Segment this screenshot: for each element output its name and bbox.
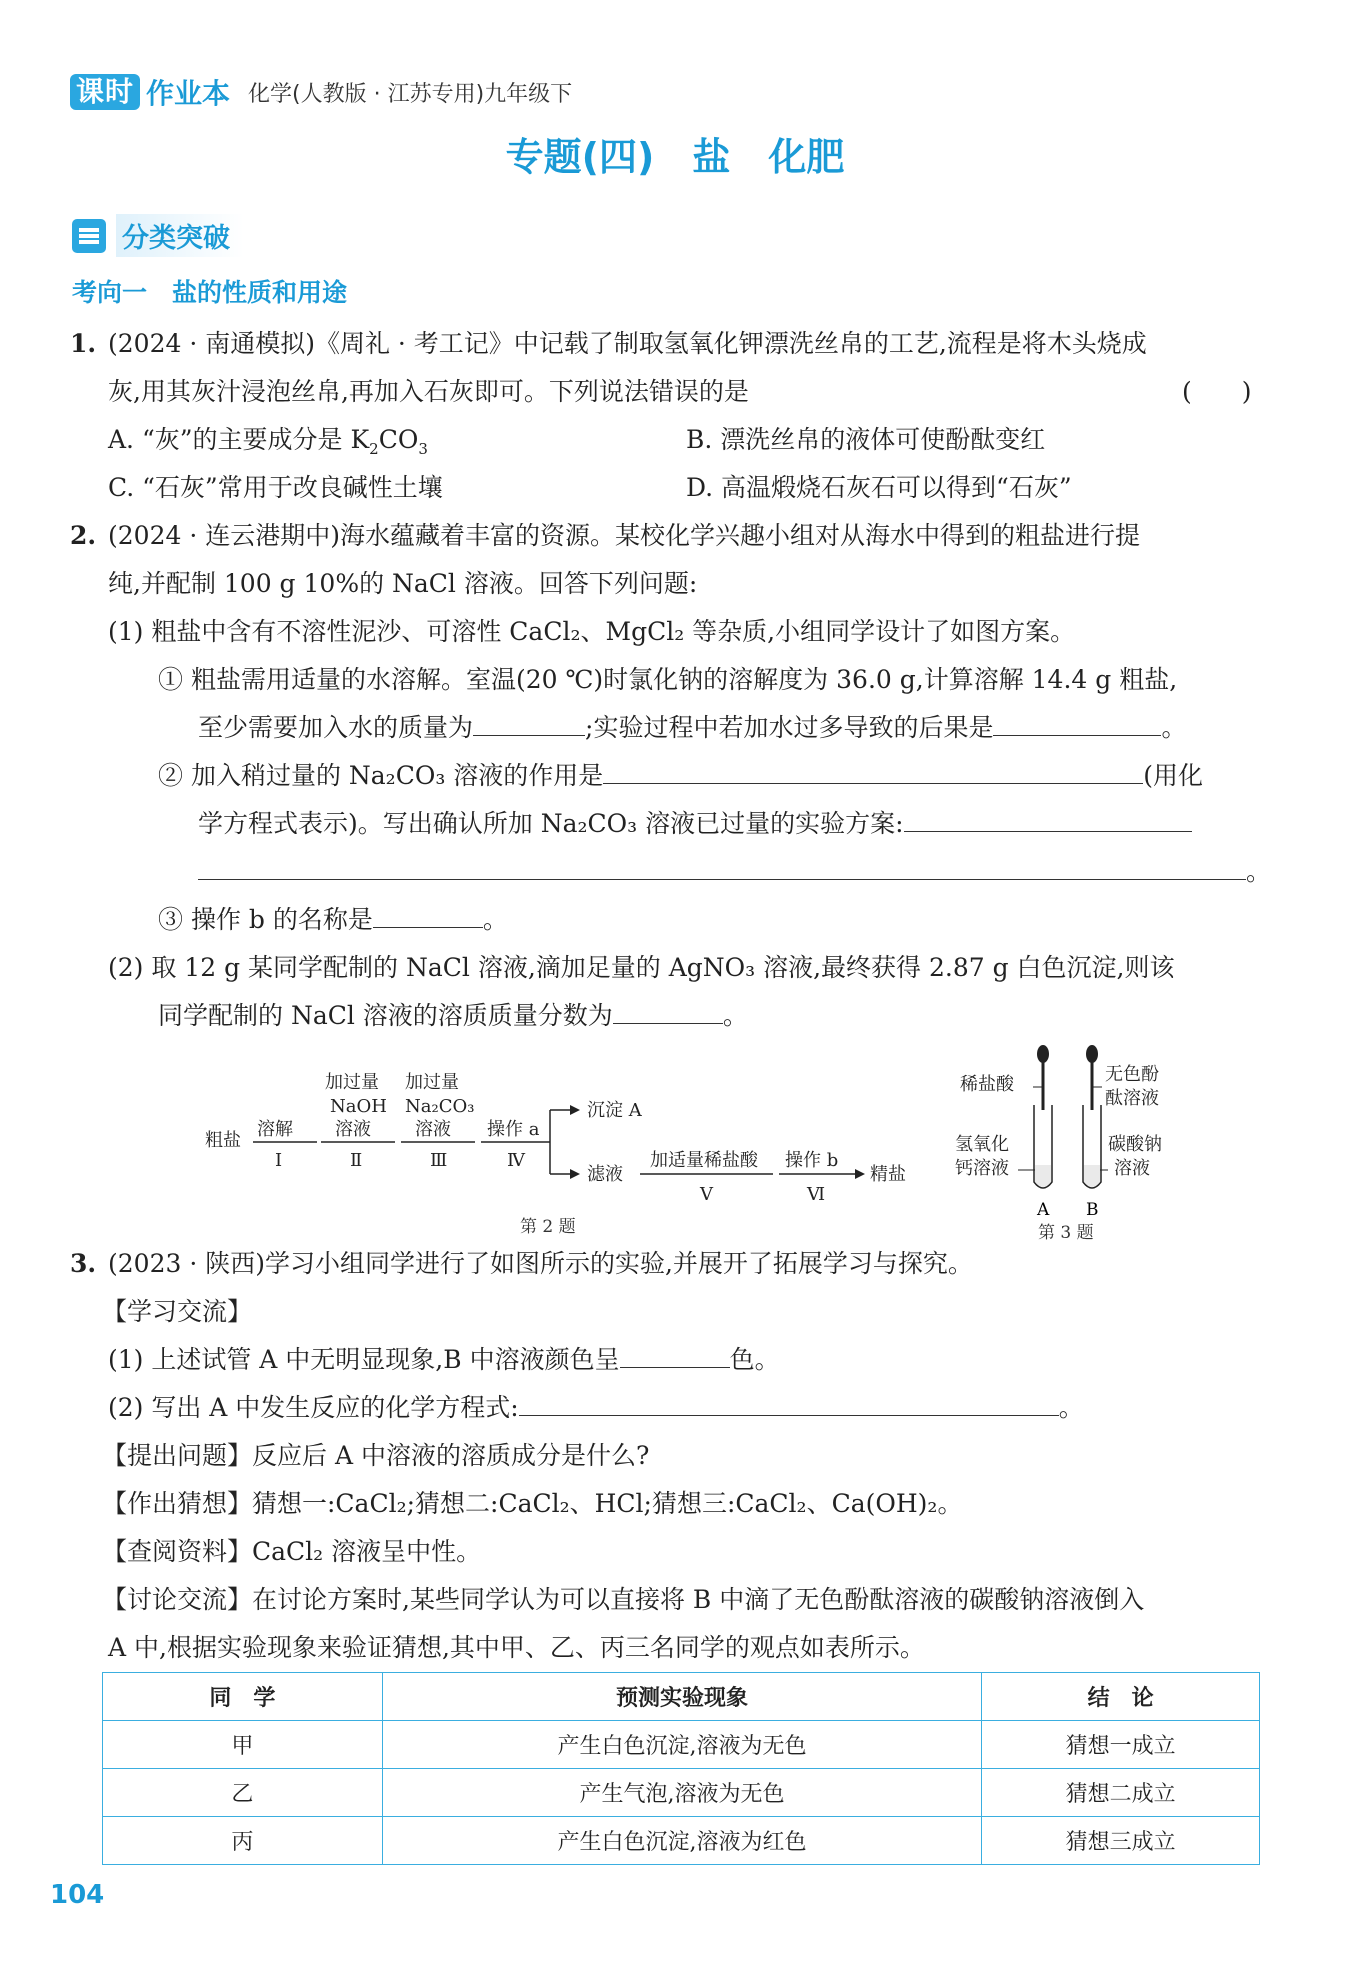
answer-blank[interactable] bbox=[993, 709, 1161, 736]
tube-a-label: A bbox=[1037, 1200, 1050, 1220]
q2-part2a: (2) 取 12 g 某同学配制的 NaCl 溶液,滴加足量的 AgNO₃ 溶液,最终获得 2.87 g 白色沉淀,则该 bbox=[108, 953, 1175, 982]
table-cell: 产生白色沉淀,溶液为无色 bbox=[382, 1721, 981, 1769]
flow-filtrate: 滤液 bbox=[587, 1164, 623, 1185]
q3-guess: 【作出猜想】猜想一:CaCl₂;猜想二:CaCl₂、HCl;猜想三:CaCl₂、Ca(OH)₂。 bbox=[102, 1489, 963, 1518]
q1-option-b: B. 漂洗丝帛的液体可使酚酞变红 bbox=[686, 425, 1046, 454]
fig2-caption: 第 2 题 bbox=[520, 1217, 576, 1237]
label-caoh-1: 氢氧化 bbox=[955, 1134, 1009, 1155]
q3-study-heading: 【学习交流】 bbox=[102, 1297, 253, 1326]
prediction-table bbox=[102, 1672, 1260, 1865]
q3-line1: (2023 · 陕西)学习小组同学进行了如图所示的实验,并展开了拓展学习与探究。 bbox=[108, 1249, 973, 1278]
direction-title: 考向一 盐的性质和用途 bbox=[72, 278, 348, 307]
q2-part1-2c: 学方程式表示)。写出确认所加 Na₂CO₃ 溶液已过量的实验方案: bbox=[198, 804, 1192, 844]
table-header-row bbox=[103, 1673, 1260, 1721]
flow-step2-top1: 加过量 bbox=[325, 1072, 379, 1093]
flow-step3-num: Ⅲ bbox=[430, 1150, 448, 1171]
table-header: 预测实验现象 bbox=[382, 1673, 981, 1721]
table-cell: 产生气泡,溶液为无色 bbox=[382, 1769, 981, 1817]
flow-step5-label: 加适量稀盐酸 bbox=[650, 1150, 758, 1171]
q2-part1-1a: ① 粗盐需用适量的水溶解。室温(20 ℃)时氯化钠的溶解度为 36.0 g,计算溶解 14.4 g 粗盐, bbox=[158, 665, 1178, 694]
flow-crude-salt: 粗盐 bbox=[205, 1130, 241, 1151]
q3-discuss-2: A 中,根据实验现象来验证猜想,其中甲、乙、丙三名同学的观点如表所示。 bbox=[108, 1633, 925, 1662]
q1-number: 1. bbox=[70, 329, 97, 358]
table-cell: 猜想一成立 bbox=[982, 1721, 1260, 1769]
dropper-bulb-b bbox=[1086, 1045, 1098, 1063]
table-cell: 甲 bbox=[103, 1721, 383, 1769]
flow-step3-label: 溶液 bbox=[415, 1119, 451, 1140]
q2-line2: 纯,并配制 100 g 10%的 NaCl 溶液。回答下列问题: bbox=[108, 569, 698, 598]
flow-step4-label: 操作 a bbox=[487, 1119, 540, 1140]
answer-blank[interactable] bbox=[519, 1389, 1059, 1416]
q3-part1: (1) 上述试管 A 中无明显现象,B 中溶液颜色呈 色。 bbox=[108, 1340, 780, 1380]
table-cell: 丙 bbox=[103, 1817, 383, 1865]
q2-number: 2. bbox=[70, 521, 97, 550]
q3-discuss-1: 【讨论交流】在讨论方案时,某些同学认为可以直接将 B 中滴了无色酚酞溶液的碳酸钠溶液倒入 bbox=[102, 1585, 1145, 1614]
table-header: 结 论 bbox=[982, 1673, 1260, 1721]
flow-step6-label: 操作 b bbox=[785, 1150, 839, 1171]
table-row bbox=[103, 1721, 1260, 1769]
label-caoh-2: 钙溶液 bbox=[955, 1158, 1009, 1179]
q2-part1-2d: 。 bbox=[198, 852, 1271, 892]
label-na2co3-1: 碳酸钠 bbox=[1108, 1134, 1162, 1155]
book-subject: 化学(人教版 · 江苏专用)九年级下 bbox=[248, 81, 573, 107]
flow-precipitate: 沉淀 A bbox=[587, 1100, 642, 1121]
q1-option-a: A. “灰”的主要成分是 $K_2CO_3$ bbox=[108, 425, 428, 458]
flow-step5-num: Ⅴ bbox=[700, 1184, 713, 1205]
q2-part1-1b: 至少需要加入水的质量为 ;实验过程中若加水过多导致的后果是 。 bbox=[198, 708, 1186, 748]
logo-mark: 课时 bbox=[70, 74, 140, 110]
logo-text: 作业本 bbox=[146, 77, 231, 110]
answer-blank[interactable] bbox=[473, 709, 585, 736]
flow-step2-top2: NaOH bbox=[330, 1096, 387, 1117]
dropper-bulb-a bbox=[1037, 1045, 1049, 1063]
section-heading bbox=[72, 214, 244, 257]
flow-step2-label: 溶液 bbox=[335, 1119, 371, 1140]
fig3-caption: 第 3 题 bbox=[1038, 1223, 1094, 1240]
flow-step2-num: Ⅱ bbox=[350, 1150, 363, 1171]
answer-blank[interactable] bbox=[904, 805, 1192, 832]
table-row bbox=[103, 1769, 1260, 1817]
table-cell: 猜想三成立 bbox=[982, 1817, 1260, 1865]
label-na2co3-2: 溶液 bbox=[1114, 1158, 1150, 1179]
q2-flowchart bbox=[195, 1060, 935, 1240]
flow-step3-top1: 加过量 bbox=[405, 1072, 459, 1093]
q3-test-tubes bbox=[950, 1040, 1190, 1240]
table-row bbox=[103, 1817, 1260, 1865]
table-header: 同 学 bbox=[103, 1673, 383, 1721]
q1-line1: (2024 · 南通模拟)《周礼 · 考工记》中记载了制取氢氧化钾漂洗丝帛的工艺,流程是将木头烧成 bbox=[108, 329, 1147, 358]
q2-line1: (2024 · 连云港期中)海水蕴藏着丰富的资源。某校化学兴趣小组对从海水中得到的粗盐进行提 bbox=[108, 521, 1140, 550]
flow-refined-salt: 精盐 bbox=[870, 1164, 906, 1185]
flow-step1-num: Ⅰ bbox=[275, 1150, 283, 1171]
answer-blank[interactable] bbox=[198, 853, 1246, 880]
label-phenol-2: 酞溶液 bbox=[1105, 1088, 1159, 1109]
q1-answer-paren: ( ) bbox=[1182, 377, 1252, 406]
flow-step1-label: 溶解 bbox=[257, 1119, 293, 1140]
q2-part1-3: ③ 操作 b 的名称是 。 bbox=[158, 900, 508, 940]
q3-lookup: 【查阅资料】CaCl₂ 溶液呈中性。 bbox=[102, 1537, 482, 1566]
label-dilute-hcl: 稀盐酸 bbox=[960, 1074, 1014, 1095]
answer-blank[interactable] bbox=[620, 1341, 730, 1368]
table-cell: 产生白色沉淀,溶液为红色 bbox=[382, 1817, 981, 1865]
flow-step4-num: Ⅳ bbox=[507, 1150, 525, 1171]
answer-blank[interactable] bbox=[603, 757, 1143, 784]
table-cell: 猜想二成立 bbox=[982, 1769, 1260, 1817]
flow-step6-num: Ⅵ bbox=[807, 1184, 826, 1205]
answer-blank[interactable] bbox=[373, 901, 483, 928]
q3-number: 3. bbox=[70, 1249, 97, 1278]
q1-option-c: C. “石灰”常用于改良碱性土壤 bbox=[108, 473, 443, 502]
section-title: 分类突破 bbox=[116, 214, 244, 257]
answer-blank[interactable] bbox=[613, 997, 723, 1024]
q2-part2b: 同学配制的 NaCl 溶液的溶质质量分数为 。 bbox=[158, 996, 748, 1036]
q3-part2: (2) 写出 A 中发生反应的化学方程式: 。 bbox=[108, 1388, 1084, 1428]
q1-option-d: D. 高温煅烧石灰石可以得到“石灰” bbox=[686, 473, 1072, 502]
q3-question: 【提出问题】反应后 A 中溶液的溶质成分是什么? bbox=[102, 1441, 650, 1470]
label-phenol-1: 无色酚 bbox=[1105, 1064, 1159, 1085]
flow-step3-top2: Na₂CO₃ bbox=[405, 1096, 475, 1117]
page-number: 104 bbox=[50, 1880, 105, 1910]
table-cell: 乙 bbox=[103, 1769, 383, 1817]
page-title: 专题(四) 盐 化肥 bbox=[505, 135, 845, 179]
book-stack-icon bbox=[72, 219, 106, 253]
q2-part1-2a: ② 加入稍过量的 Na₂CO₃ 溶液的作用是 (用化 bbox=[158, 756, 1203, 796]
header-logo bbox=[70, 72, 572, 112]
tube-b-label: B bbox=[1086, 1200, 1099, 1220]
q1-line2: 灰,用其灰汁浸泡丝帛,再加入石灰即可。下列说法错误的是 bbox=[108, 377, 749, 406]
q2-part1: (1) 粗盐中含有不溶性泥沙、可溶性 CaCl₂、MgCl₂ 等杂质,小组同学设计了如图方案。 bbox=[108, 617, 1076, 646]
